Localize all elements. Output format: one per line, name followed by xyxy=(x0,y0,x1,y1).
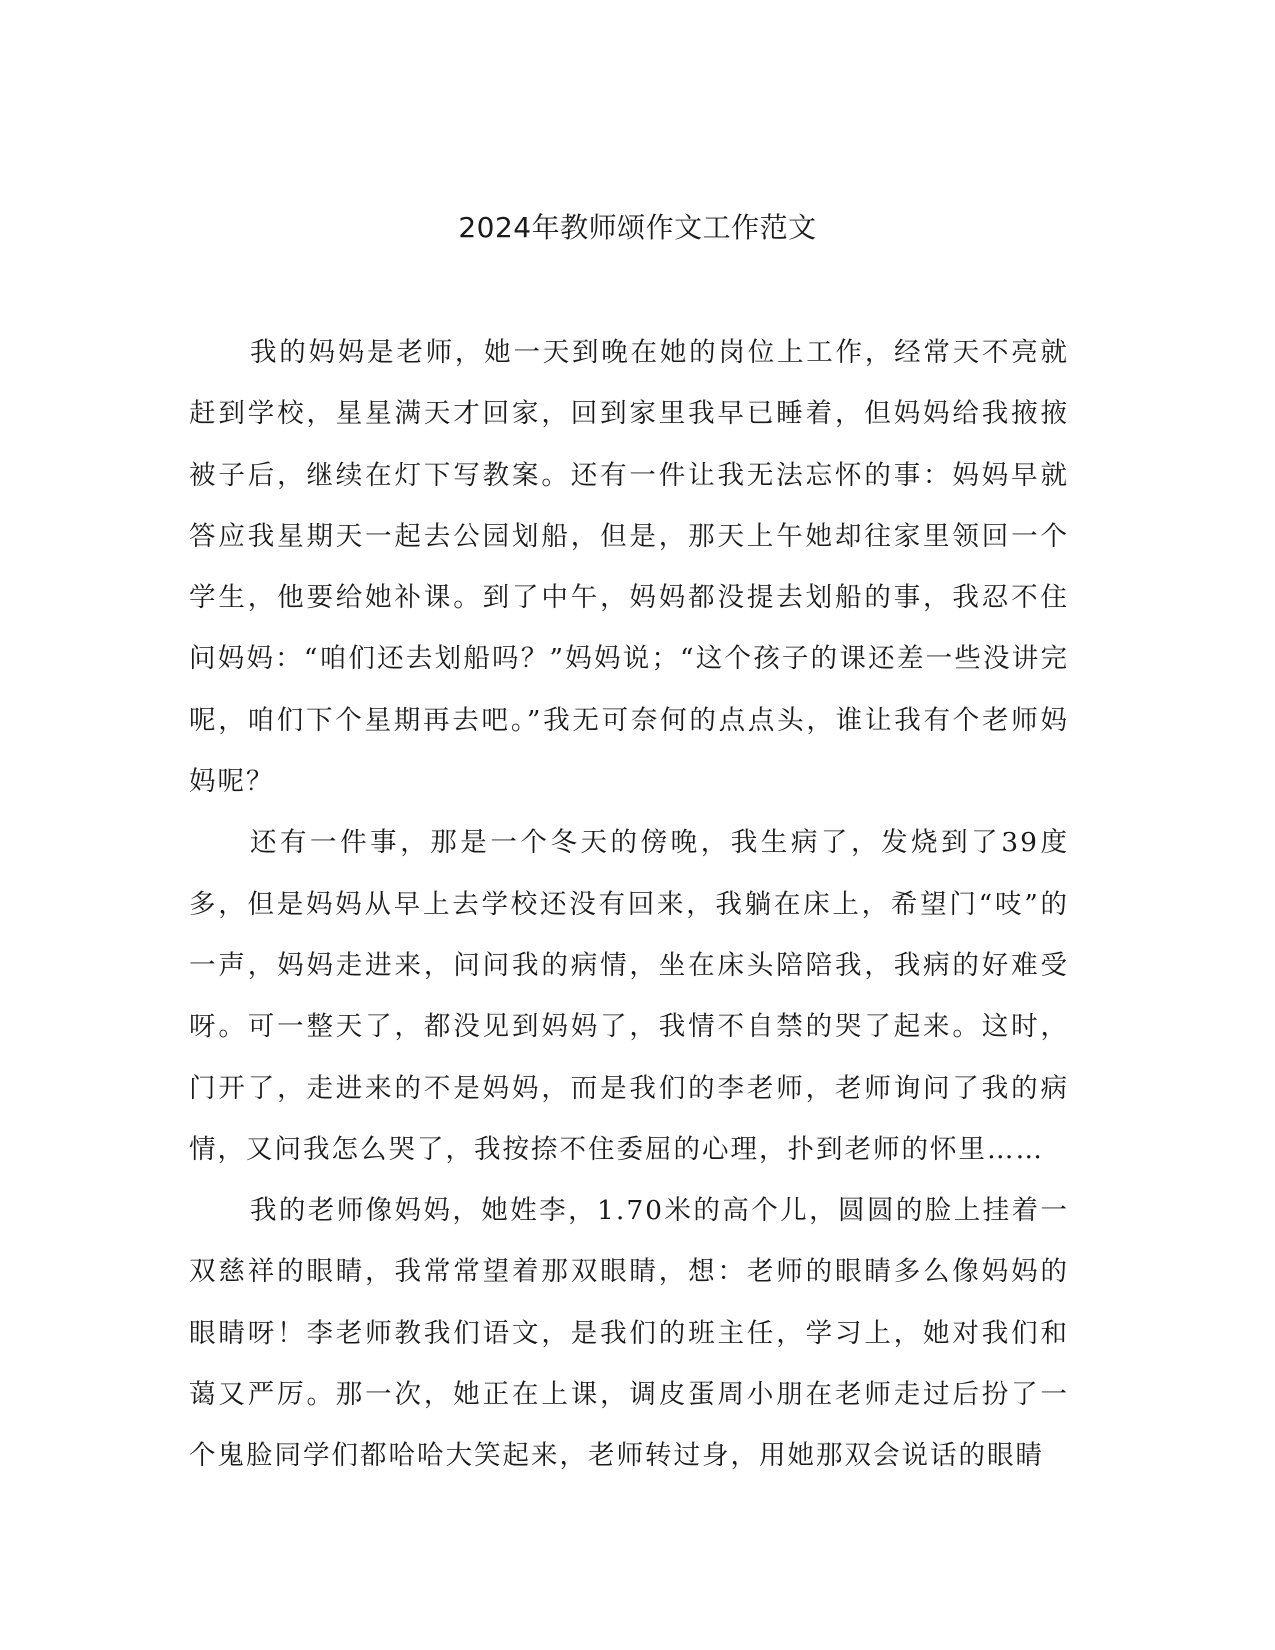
document-title: 2024年教师颂作文工作范文 xyxy=(458,211,817,244)
paragraph-1: 我的妈妈是老师，她一天到晚在她的岗位上工作，经常天不亮就赶到学校，星星满天才回家，回到家里我早已睡着，但妈妈给我掖掖被子后，继续在灯下写教案。还有一件让我无法忘怀的事：妈妈早就答应我星期天一起去公园划船，但是，那天上午她却往家里领回一个学生，他要给她补课。到了中午，妈妈都没提去划船的事，我忍不住问妈妈：“咱们还去划船吗？”妈妈说；“这个孩子的课还差一些没讲完呢，咱们下个星期再去吧。”我无可奈何的点点头，谁让我有个老师妈妈呢？ xyxy=(189,337,1069,798)
document-body xyxy=(189,322,1069,1487)
paragraph-2: 还有一件事，那是一个冬天的傍晚，我生病了，发烧到了39度多，但是妈妈从早上去学校还没有回来，我躺在床上，希望门“吱”的一声，妈妈走进来，问问我的病情，坐在床头陪陪我，我病的好难受呀。可一整天了，都没见到妈妈了，我情不自禁的哭了起来。这时，门开了，走进来的不是妈妈，而是我们的李老师，老师询问了我的病情，又问我怎么哭了，我按捺不住委屈的心理，扑到老师的怀里…… xyxy=(189,827,1069,1165)
paragraph-3: 我的老师像妈妈，她姓李，1.70米的高个儿，圆圆的脸上挂着一双慈祥的眼睛，我常常望着那双眼睛，想：老师的眼睛多么像妈妈的眼睛呀！李老师教我们语文，是我们的班主任，学习上，她对我们和蔼又严厉。那一次，她正在上课，调皮蛋周小朋在老师走过后扮了一个鬼脸同学们都哈哈大笑起来，老师转过身，用她那双会说话的眼睛 xyxy=(189,1195,1069,1472)
